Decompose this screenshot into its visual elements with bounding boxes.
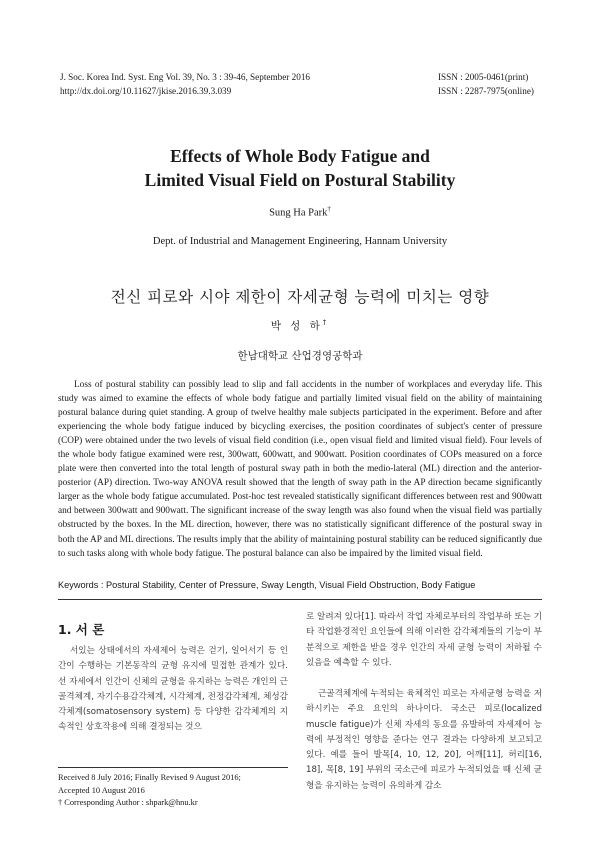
- korean-title: 전신 피로와 시야 제한이 자세균형 능력에 미치는 영향: [110, 288, 490, 306]
- section-heading-introduction: 1. 서 론: [58, 622, 105, 637]
- issn-block: [438, 70, 534, 98]
- keywords: [58, 580, 542, 590]
- english-title-line-2: Limited Visual Field on Postural Stability: [144, 170, 456, 190]
- abstract: Loss of postural stability can possibly lead to slip and fall accidents in the number of workplaces and everyday life. This study was aimed to examine the effects of whole body fatigue and partially limited visual field on the ability of maintaining postural balance during quiet standing. A group of twelve healthy male subjects participated in the experiment. Before and after experiencing the whole body fatigue induced by bicycling exercises, the position coordinates of subject's center of pressure (COP) were obtained under the two levels of visual field condition (i.e., open visual field and limited visual field). Four levels of the whole body fatigue examined were rest, 300watt, 600watt, and 900watt. Position coordinates of COPs measured on a force plate were then converted into the total length of postural sway path in both the medio-lateral (ML) direction and the anterior-posterior (AP) direction. Two-way ANOVA result showed that the length of sway path in the AP direction became significantly larger as the whole body fatigue accumulated. Post-hoc test revealed statistically significant differences between rest and 900watt and between 300watt and 900watt. The significant increase of the sway length was also found when the visual field was partially obstructed by the boxes. In the ML direction, however, there was no statistically significant difference of the postural sway in both the AP and ML directions. The results imply that the ability of maintaining postural stability can be reduced significantly due to such tasks along with whole body fatigue. The postural balance can also be impaired by the limited visual field.: [58, 380, 542, 559]
- issn-print: ISSN : 2005-0461(print): [438, 72, 529, 82]
- footnote: [58, 772, 298, 810]
- english-title-line-1: Effects of Whole Body Fatigue and: [170, 146, 430, 166]
- footnote-received: Received 8 July 2016; Finally Revised 9 August 2016;: [58, 773, 241, 782]
- footnote-accepted: Accepted 10 August 2016: [58, 785, 145, 795]
- divider: [58, 599, 542, 600]
- body-left-column: 서있는 상태에서의 자세제어 능력은 걷기, 일어서기 등 인간이 수행하는 기본동작의 균형 유지에 밀접한 관계가 있다. 선 자세에서 인간이 신체의 균형을 유지하는 능력은 개인의 근골격체계, 자기수용감각체계, 시각체계, 전정감각체계, 체성감각체계(somatosensory system) 등 다양한 감각체계의 지속적인 상호작용에 의해 결정되는 것으: [58, 646, 288, 733]
- author-korean-name: 박 성 하: [270, 320, 323, 332]
- journal-citation: J. Soc. Korea Ind. Syst. Eng Vol. 39, No. 3 : 39-46, September 2016: [60, 72, 311, 82]
- affiliation-korean: 한남대학교 산업경영공학과: [237, 350, 363, 362]
- keywords-list: Postural Stability, Center of Pressure, Sway Length, Visual Field Obstruction, Body Fatigue: [106, 580, 476, 590]
- dagger-mark-korean: †: [322, 318, 330, 327]
- author-name: Sung Ha Park: [269, 207, 328, 219]
- keywords-label: Keywords :: [58, 580, 104, 590]
- author-english: [0, 205, 600, 219]
- doi-link[interactable]: http://dx.doi.org/10.11627/jkise.2016.39.3.039: [60, 86, 232, 96]
- footnote-corresponding-author: † Corresponding Author : shpark@hnu.kr: [58, 798, 198, 807]
- author-korean: [0, 318, 600, 333]
- body-right-continuation: 로 알려져 있다[1]. 따라서 작업 자체로부터의 작업부하 또는 기타 작업환경적인 요인들에 의해 이러한 감각체계들의 기능이 부분적으로 제한을 받을 경우 인간의 자세 균형 능력이 저하될 수 있음을 예측할 수 있다.: [306, 612, 542, 668]
- english-title: [0, 144, 600, 192]
- footnote-divider: [58, 767, 288, 768]
- affiliation-english: Dept. of Industrial and Management Engineering, Hannam University: [152, 236, 448, 247]
- issn-online: ISSN : 2287-7975(online): [438, 86, 534, 96]
- body-right-paragraph: 근골격체계에 누적되는 육체적인 피로는 자세균형 능력을 저하시키는 주요 요인의 하나이다. 국소근 피로(localized muscle fatigue)가 신체 자세의 동요를 유발하여 자세제어 능력에 부정적인 영향을 준다는 연구 결과는 다양하게 보고되고 있다. 예를 들어 발목[4, 10, 12, 20], 어깨[11], 허리[16, 18], 목[8, 19] 부위의 국소근에 피로가 누적되었을 때 신체 균형을 유지하는 능력이 유의하게 감소: [306, 689, 542, 791]
- journal-header: [60, 70, 310, 98]
- dagger-mark: †: [327, 205, 331, 213]
